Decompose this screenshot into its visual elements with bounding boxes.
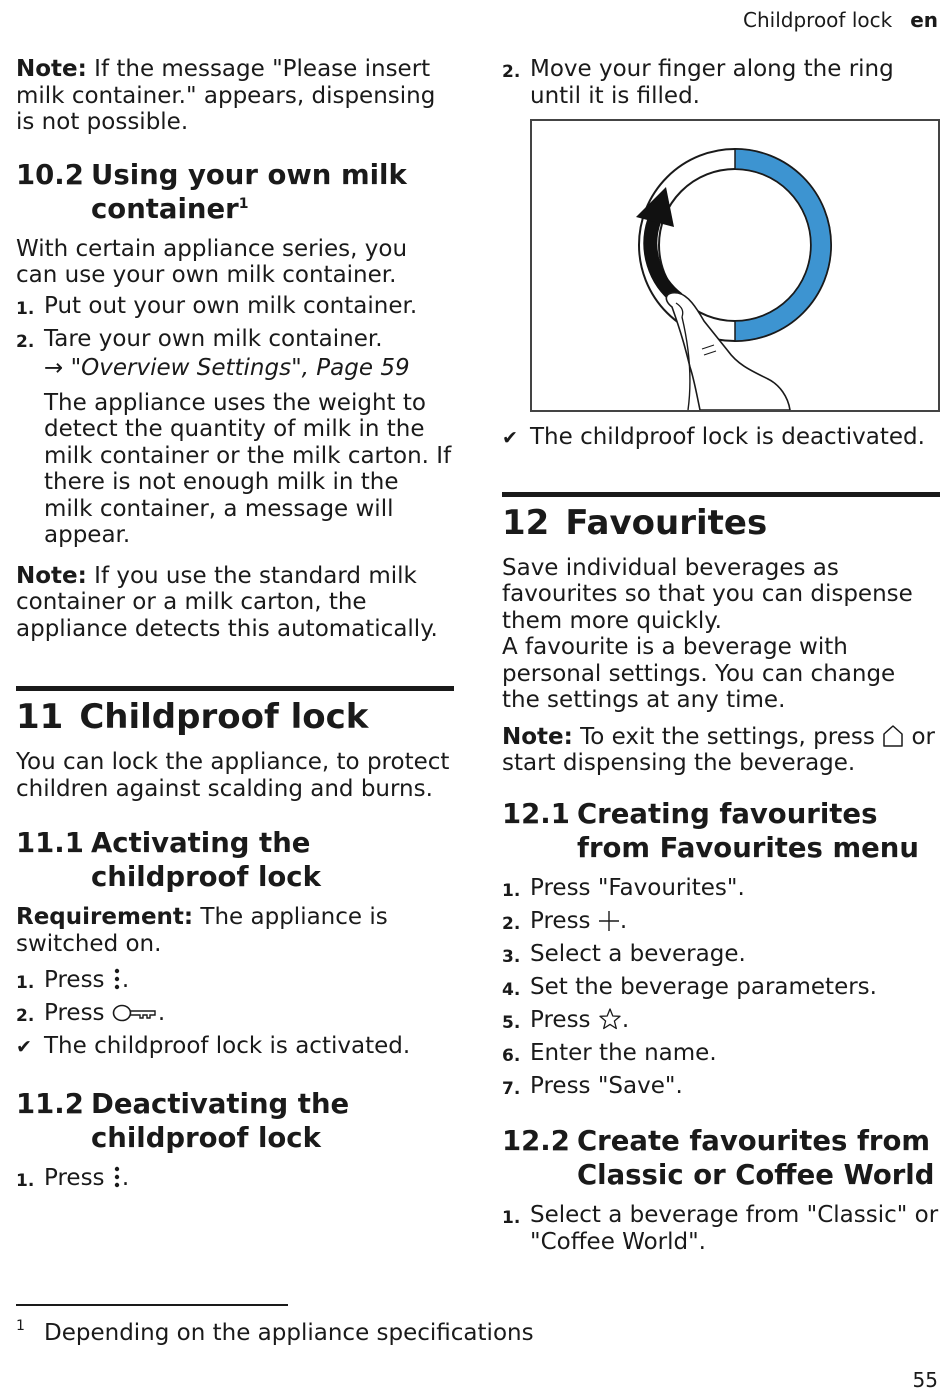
menu-dots-icon (112, 967, 122, 991)
list-item: 2. Press . (16, 1000, 166, 1026)
requirement-11-1: Requirement: The appliance is switched on. (16, 904, 388, 957)
footnote-reference: 1 (238, 195, 249, 212)
heading-chapter-11: 11 Childproof lock (16, 686, 454, 737)
running-header (743, 8, 938, 32)
list-item: 1. Press . (16, 1164, 130, 1191)
list-item: 3. Select a beverage. (502, 940, 746, 967)
list-item: 6. Enter the name. (502, 1039, 717, 1066)
list-item: 2. Move your finger along the ring until it is filled. (502, 56, 894, 109)
heading-10-2: 10.2 Using your own milk container$^1$ (16, 158, 407, 225)
note-standard-container: Note: If you use the standard milk container or a milk carton, the appliance detects this automatically. (16, 562, 438, 642)
page-number: 55 (912, 1368, 938, 1392)
key-icon (112, 1002, 158, 1024)
result-11-2 (502, 424, 940, 452)
steps-11-2-continued (502, 56, 940, 109)
list-item: 4. Set the beverage parameters. (502, 973, 877, 1000)
note-milk-container: Note: If the message "Please insert milk container." appears, dispensing is not possible. (16, 56, 436, 135)
steps-12-2 (502, 1202, 940, 1255)
footnote-divider (16, 1304, 288, 1306)
right-column (502, 56, 940, 1259)
heading-chapter-12: 12 Favourites (502, 492, 940, 543)
left-column (16, 56, 454, 1198)
list-item: 1. Press . (16, 967, 130, 993)
list-item: 7. Press "Save". (502, 1072, 683, 1099)
steps-11-1 (16, 967, 454, 1061)
favourites-paragraph-1: Save individual beverages as favourites so that you can dispense them more quickly. (502, 554, 913, 634)
finger-ring-figure (530, 119, 940, 412)
result-item: ✔ The childproof lock is activated. (16, 1033, 411, 1059)
star-icon (598, 1007, 622, 1031)
note-exit-settings: Note: To exit the settings, press or start dispensing the beverage. (502, 723, 935, 776)
list-item: 2. Press . (502, 907, 628, 934)
menu-dots-icon (112, 1165, 122, 1189)
steps-11-2 (16, 1165, 454, 1195)
list-item: 1. Select a beverage from "Classic" or "Coffee World". (502, 1202, 939, 1255)
detail-10-2: The appliance uses the weight to detect the quantity of milk in the milk container or the milk carton. If there is not enough milk in the milk container, a message will appear. (44, 389, 452, 548)
intro-chapter-11: You can lock the appliance, to protect children against scalding and burns. (16, 749, 450, 802)
list-item: 1. Press "Favourites". (502, 874, 745, 901)
plus-icon (598, 910, 620, 932)
steps-12-1 (502, 875, 940, 1103)
cross-reference-overview-settings[interactable]: → "Overview Settings", Page 59 (44, 355, 410, 381)
running-header-section: Childproof lock (743, 8, 893, 32)
list-item: 2. Tare your own milk container. (16, 325, 383, 352)
list-item: 1. Put out your own milk container. (16, 292, 418, 319)
heading-12-1: 12.1 Creating favourites from Favourites menu (502, 797, 919, 864)
home-icon (882, 724, 904, 748)
finger-ring-illustration (532, 121, 938, 410)
result-item: ✔ The childproof lock is deactivated. (502, 424, 925, 450)
heading-11-1: 11.1 Activating the childproof lock (16, 827, 321, 893)
heading-12-2: 12.2 Create favourites from Classic or Coffee World (502, 1125, 935, 1191)
heading-11-2: 11.2 Deactivating the childproof lock (16, 1087, 350, 1154)
footnote: 1 Depending on the appliance specifications (16, 1318, 534, 1346)
intro-10-2: With certain appliance series, you can use your own milk container. (16, 235, 408, 288)
steps-10-2 (16, 293, 454, 356)
list-item: 5. Press . (502, 1006, 630, 1033)
language-code: en (910, 8, 938, 32)
favourites-paragraph-2: A favourite is a beverage with personal settings. You can change the settings at any time. (502, 634, 896, 713)
